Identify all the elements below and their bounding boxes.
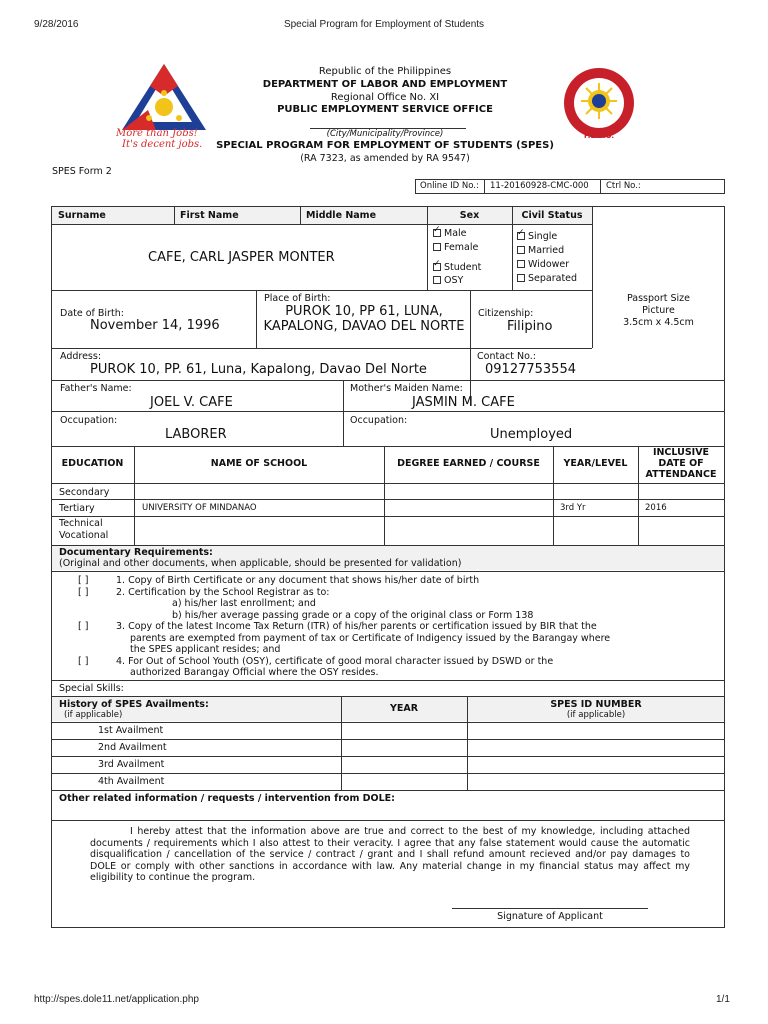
header-region: Regional Office No. XI bbox=[330, 92, 440, 103]
passport-line-1: Passport Size bbox=[626, 293, 691, 304]
doc-item bbox=[78, 575, 718, 587]
program-title: SPECIAL PROGRAM FOR EMPLOYMENT OF STUDENTS (SPES) bbox=[216, 140, 554, 151]
dob-label: Date of Birth: bbox=[60, 308, 124, 319]
edu-dates-tertiary[interactable]: 2016 bbox=[645, 503, 667, 513]
sex-female-label: Female bbox=[444, 242, 479, 253]
address-value[interactable]: PUROK 10, PP. 61, Luna, Kapalong, Davao Del Norte bbox=[90, 362, 427, 377]
ctrl-label: Ctrl No.: bbox=[606, 181, 641, 191]
doc-text: a) his/her last enrollment; and bbox=[172, 598, 316, 609]
passport-line-3: 3.5cm x 4.5cm bbox=[623, 317, 694, 328]
form-number: SPES Form 2 bbox=[52, 166, 112, 177]
header-republic: Republic of the Philippines bbox=[318, 66, 452, 77]
city-label: (City/Municipality/Province) bbox=[326, 129, 444, 139]
edu-header-education: EDUCATION bbox=[61, 458, 124, 469]
civil-separated[interactable] bbox=[517, 273, 577, 284]
edu-school-tertiary[interactable]: UNIVERSITY OF MINDANAO bbox=[142, 503, 257, 513]
doc-checkbox[interactable]: [ ] bbox=[78, 575, 89, 586]
col-middlename: Middle Name bbox=[306, 210, 377, 221]
doc-text: authorized Barangay Official where the OSY resides. bbox=[130, 667, 379, 678]
full-name[interactable]: CAFE, CARL JASPER MONTER bbox=[148, 250, 335, 265]
col-surname: Surname bbox=[58, 210, 106, 221]
checkbox-empty-icon bbox=[433, 243, 441, 251]
mother-label: Mother's Maiden Name: bbox=[350, 383, 463, 394]
doc-title: Documentary Requirements: bbox=[59, 547, 213, 558]
history-note: (if applicable) bbox=[64, 710, 123, 720]
other-info-label: Other related information / requests / intervention from DOLE: bbox=[59, 793, 395, 804]
civil-married-label: Married bbox=[528, 245, 565, 256]
dole-tagline-2: It's decent jobs. bbox=[122, 139, 203, 150]
passport-photo-box[interactable] bbox=[592, 293, 725, 329]
contact-value[interactable]: 09127753554 bbox=[485, 362, 576, 377]
availment-1: 1st Availment bbox=[98, 725, 164, 736]
mother-value[interactable]: JASMIN M. CAFE bbox=[412, 395, 515, 410]
doc-note: (Original and other documents, when applicable, should be presented for validation) bbox=[59, 558, 462, 569]
sex-male[interactable] bbox=[433, 228, 467, 239]
header-peso: PUBLIC EMPLOYMENT SERVICE OFFICE bbox=[277, 104, 493, 115]
edu-year-tertiary[interactable]: 3rd Yr bbox=[560, 503, 586, 513]
edu-header-school: NAME OF SCHOOL bbox=[210, 458, 308, 469]
edu-level-techvoc: Technical Vocational bbox=[59, 518, 109, 541]
peso-seal-sub: P.E.S.O. bbox=[583, 132, 615, 140]
father-value[interactable]: JOEL V. CAFE bbox=[150, 395, 233, 410]
civil-single[interactable] bbox=[517, 231, 557, 242]
signature-label: Signature of Applicant bbox=[497, 911, 603, 922]
type-osy[interactable] bbox=[433, 275, 463, 286]
mother-occupation-value[interactable]: Unemployed bbox=[490, 427, 573, 442]
checkbox-empty-icon bbox=[433, 276, 441, 284]
civil-widower-label: Widower bbox=[528, 259, 570, 270]
pob-value[interactable]: PUROK 10, PP 61, LUNA, KAPALONG, DAVAO DEL NORTE bbox=[263, 304, 465, 334]
special-skills-label: Special Skills: bbox=[59, 683, 124, 694]
doc-item bbox=[78, 598, 718, 610]
header-dole: DEPARTMENT OF LABOR AND EMPLOYMENT bbox=[262, 79, 508, 90]
sex-female[interactable] bbox=[433, 242, 478, 253]
edu-header-dates: INCLUSIVE DATE OF ATTENDANCE bbox=[645, 447, 717, 480]
print-url[interactable]: http://spes.dole11.net/application.php bbox=[34, 994, 199, 1005]
doc-item bbox=[78, 633, 718, 645]
doc-checkbox[interactable]: [ ] bbox=[78, 586, 89, 598]
contact-label: Contact No.: bbox=[477, 351, 536, 362]
checkbox-checked-icon bbox=[517, 232, 525, 240]
edu-header-year: YEAR/LEVEL bbox=[563, 458, 628, 469]
sex-male-label: Male bbox=[444, 228, 467, 239]
history-id-note: (if applicable) bbox=[566, 710, 626, 720]
type-student-label: Student bbox=[444, 262, 482, 273]
availment-3: 3rd Availment bbox=[98, 759, 165, 770]
print-page-count: 1/1 bbox=[716, 994, 730, 1005]
checkbox-empty-icon bbox=[517, 260, 525, 268]
checkbox-checked-icon bbox=[433, 263, 441, 271]
doc-list bbox=[78, 575, 718, 679]
doc-text: 3. Copy of the latest Income Tax Return (ITR) of his/her parents or certification issued by BIR that the bbox=[116, 621, 597, 632]
civil-single-label: Single bbox=[528, 231, 558, 242]
citizenship-label: Citizenship: bbox=[478, 308, 534, 319]
father-occupation-label: Occupation: bbox=[60, 415, 118, 426]
history-year-header: YEAR bbox=[389, 703, 419, 714]
doc-text: b) his/her average passing grade or a copy of the original class or Form 138 bbox=[172, 609, 534, 621]
dob-value[interactable]: November 14, 1996 bbox=[90, 318, 220, 333]
online-id-label: Online ID No.: bbox=[420, 181, 479, 191]
signature-line bbox=[452, 908, 648, 909]
dole-tagline-1: More than Jobs! bbox=[116, 128, 198, 139]
doc-checkbox[interactable]: [ ] bbox=[78, 621, 89, 632]
passport-line-2: Picture bbox=[642, 305, 675, 316]
program-subtitle: (RA 7323, as amended by RA 9547) bbox=[300, 153, 470, 164]
citizenship-value[interactable]: Filipino bbox=[507, 319, 553, 334]
availment-2: 2nd Availment bbox=[98, 742, 167, 753]
address-label: Address: bbox=[60, 351, 102, 362]
father-label: Father's Name: bbox=[60, 383, 132, 394]
civil-separated-label: Separated bbox=[528, 273, 578, 284]
doc-text: 2. Certification by the School Registrar as to: bbox=[116, 586, 330, 598]
pob-label: Place of Birth: bbox=[264, 293, 331, 304]
col-civil-status: Civil Status bbox=[521, 210, 583, 221]
civil-widower[interactable] bbox=[517, 259, 569, 270]
edu-header-degree: DEGREE EARNED / COURSE bbox=[397, 458, 540, 469]
edu-level-secondary: Secondary bbox=[59, 487, 110, 498]
civil-married[interactable] bbox=[517, 245, 564, 256]
attestation-text: I hereby attest that the information above are true and correct to the best of my knowledge, including attached documents / requirements which I also attest to their veracity. I agree that any false statement would cause the automatic disqualification / cancellation of the service / contract / grant and I shall refund amount recieved and/or pay damages to DOLE or comply with other sanctions in accordance with law. Any material change in my financial status may affect my eligibility to continue the program. bbox=[90, 826, 690, 883]
history-id-header: SPES ID NUMBER bbox=[550, 699, 642, 710]
doc-item bbox=[78, 621, 718, 633]
doc-item bbox=[78, 644, 718, 656]
doc-item bbox=[78, 587, 718, 599]
type-osy-label: OSY bbox=[444, 275, 464, 286]
col-firstname: First Name bbox=[180, 210, 239, 221]
doc-item bbox=[78, 610, 718, 622]
col-sex: Sex bbox=[459, 210, 480, 221]
print-date: 9/28/2016 bbox=[34, 19, 79, 30]
history-title: History of SPES Availments: bbox=[59, 699, 209, 710]
doc-checkbox[interactable]: [ ] bbox=[78, 655, 89, 667]
father-occupation-value[interactable]: LABORER bbox=[165, 427, 227, 442]
mother-occupation-label: Occupation: bbox=[350, 415, 408, 426]
availment-4: 4th Availment bbox=[98, 776, 165, 787]
peso-seal bbox=[562, 66, 636, 140]
edu-level-tertiary: Tertiary bbox=[59, 503, 95, 514]
doc-text: the SPES applicant resides; and bbox=[130, 644, 281, 655]
doc-text: 4. For Out of School Youth (OSY), certificate of good moral character issued by DSWD or the bbox=[116, 655, 554, 667]
checkbox-checked-icon bbox=[433, 229, 441, 237]
doc-text: 1. Copy of Birth Certificate or any document that shows his/her date of birth bbox=[116, 575, 480, 586]
type-student[interactable] bbox=[433, 262, 481, 273]
print-page-title: Special Program for Employment of Students bbox=[283, 19, 485, 30]
checkbox-empty-icon bbox=[517, 246, 525, 254]
doc-text: parents are exempted from payment of tax or Certificate of Indigency issued by the Barangay where bbox=[130, 632, 611, 644]
checkbox-empty-icon bbox=[517, 274, 525, 282]
dole-tagline bbox=[116, 128, 202, 150]
doc-item bbox=[78, 667, 718, 679]
doc-item bbox=[78, 656, 718, 668]
online-id-value[interactable]: 11-20160928-CMC-000 bbox=[490, 181, 589, 191]
